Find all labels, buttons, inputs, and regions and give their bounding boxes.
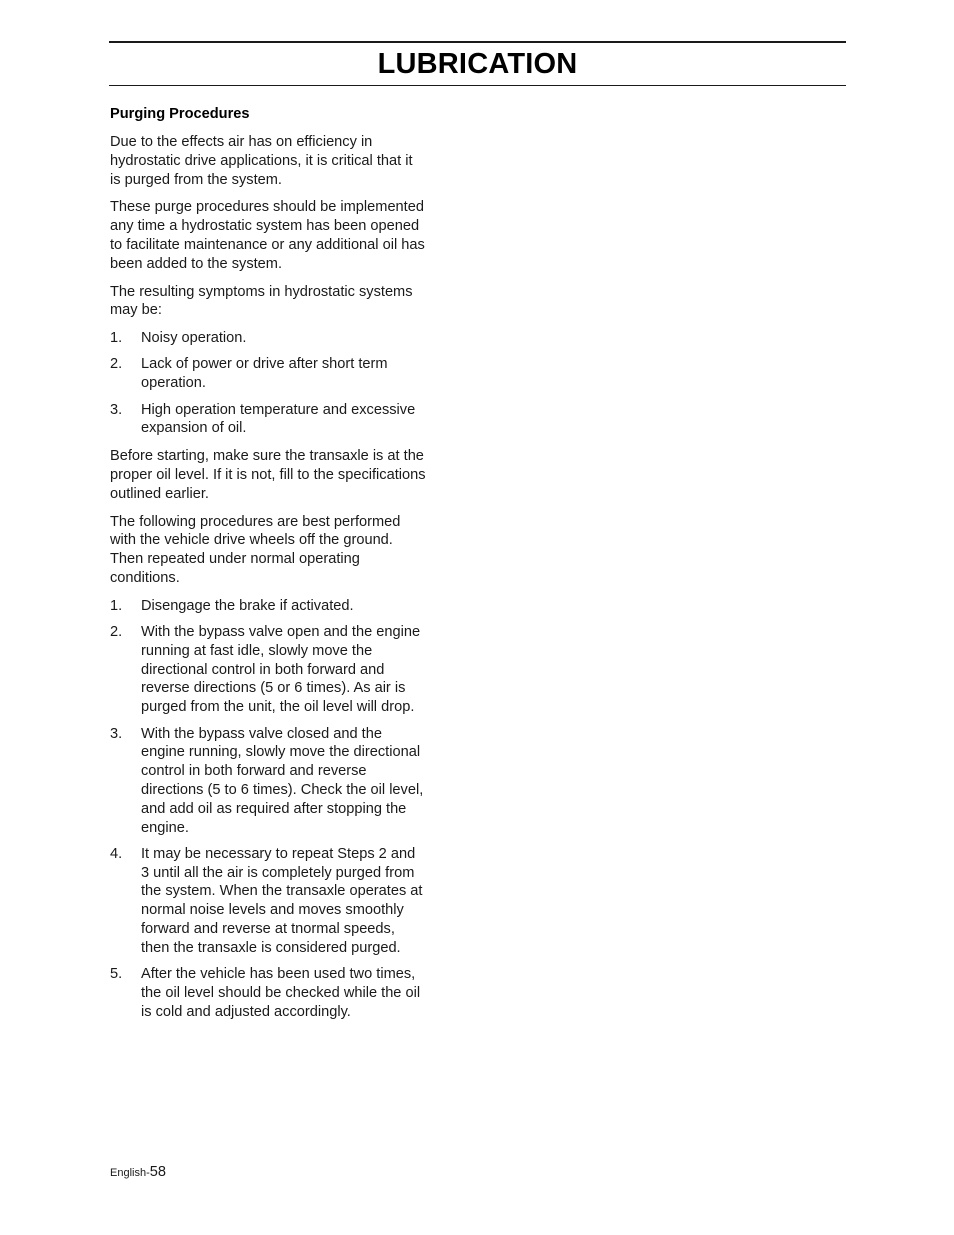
intro-paragraph: Due to the effects air has on efficiency in hydrostatic drive applications, it is critical that it is purged from the system. xyxy=(110,134,413,188)
list-item xyxy=(110,725,426,838)
list-item-number: 1. xyxy=(110,330,123,347)
list-item xyxy=(110,623,426,717)
section-heading: Purging Procedures xyxy=(110,106,250,122)
list-item-number: 1. xyxy=(110,597,123,614)
list-item-text: After the vehicle has been used two times, the oil level should be checked while the oil is cold and adjusted accordingly. xyxy=(141,966,421,1020)
list-item xyxy=(110,401,426,439)
list-item xyxy=(110,965,426,1021)
list-item-number: 3. xyxy=(110,401,123,418)
content-column xyxy=(110,104,426,1030)
list-item-text: High operation temperature and excessive expansion of oil. xyxy=(141,401,416,437)
list-item-text: Noisy operation. xyxy=(141,330,247,347)
list-item xyxy=(110,597,426,616)
list-item-text: Disengage the brake if activated. xyxy=(141,597,354,614)
list-item xyxy=(110,355,426,393)
list-item-text: With the bypass valve open and the engine running at fast idle, slowly move the directional control in both forward and reverse directions (5 or 6 times). As air is purged from the unit, the oil level will drop. xyxy=(141,624,421,716)
intro-paragraph: These purge procedures should be implemented any time a hydrostatic system has been opened to facilitate maintenance or any additional oil has been added to the system. xyxy=(110,199,425,272)
list-item xyxy=(110,845,426,958)
page-footer xyxy=(110,1163,166,1181)
procedure-list xyxy=(110,597,426,1022)
list-item-number: 3. xyxy=(110,725,123,742)
page-number: 58 xyxy=(149,1164,166,1180)
list-item-number: 5. xyxy=(110,966,123,983)
list-item-text: Lack of power or drive after short term operation. xyxy=(141,356,388,392)
list-item xyxy=(110,329,426,348)
list-item-number: 2. xyxy=(110,624,123,641)
page-title: LUBRICATION xyxy=(377,48,578,80)
body-paragraph: Before starting, make sure the transaxle is at the proper oil level. If it is not, fill to the specifications outlined earlier. xyxy=(110,448,426,502)
body-paragraph: The following procedures are best performed with the vehicle drive wheels off the ground. Then repeated under normal operating conditions. xyxy=(110,513,401,586)
intro-paragraph: The resulting symptoms in hydrostatic systems may be: xyxy=(110,283,413,319)
list-item-number: 4. xyxy=(110,845,123,862)
page-header xyxy=(109,41,846,86)
footer-language: English- xyxy=(110,1167,150,1179)
list-item-text: With the bypass valve closed and the engine running, slowly move the directional control in both forward and reverse directions (5 to 6 times). Check the oil level, and add oil as required after stopping the engine. xyxy=(141,725,424,836)
symptoms-list xyxy=(110,329,426,438)
list-item-number: 2. xyxy=(110,356,123,373)
list-item-text: It may be necessary to repeat Steps 2 and 3 until all the air is completely purged from the system. When the transaxle operates at normal noise levels and moves smoothly forward and reverse at tnormal speeds, then the transaxle is considered purged. xyxy=(141,845,423,956)
